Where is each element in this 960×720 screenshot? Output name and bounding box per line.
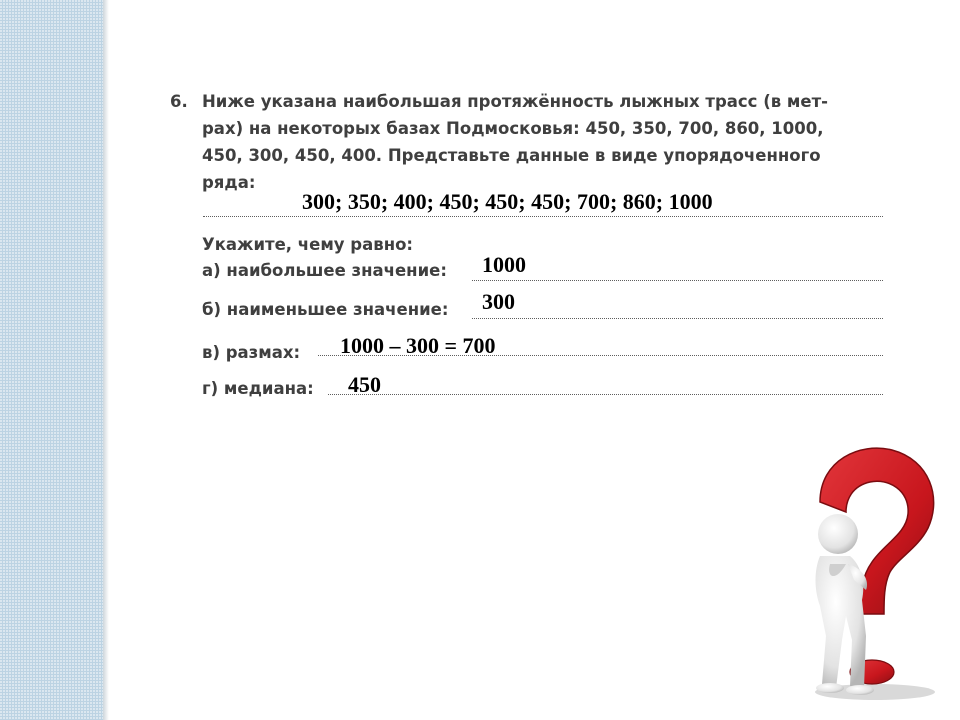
task-line-3: 450, 300, 450, 400. Представьте данные в виде упорядоченного	[202, 146, 821, 165]
question-min-label: б) наименьшее значение:	[202, 300, 449, 319]
answer-line-max	[472, 280, 883, 281]
answer-line-min	[472, 318, 883, 319]
task-prompt: Укажите, чему равно:	[202, 235, 414, 254]
task-number: 6.	[170, 92, 188, 111]
task-line-1: Ниже указана наибольшая протяжённость лыжных трасс (в мет-	[202, 92, 829, 111]
question-max-label: а) наибольшее значение:	[202, 261, 447, 280]
side-decorative-band	[0, 0, 103, 720]
answer-range: 1000 – 300 = 700	[340, 333, 496, 358]
answer-ordered-series: 300; 350; 400; 450; 450; 450; 700; 860; 1000	[302, 189, 713, 214]
question-mark-figure	[780, 440, 950, 710]
answer-min: 300	[482, 289, 515, 314]
side-band-edge	[103, 0, 109, 720]
answer-median: 450	[348, 372, 381, 397]
answer-line-series	[203, 216, 883, 217]
task-line-4: ряда:	[202, 173, 256, 192]
question-median-label: г) медиана:	[202, 379, 314, 398]
answer-max: 1000	[482, 252, 526, 277]
question-range-label: в) размах:	[202, 343, 301, 362]
task-line-2: рах) на некоторых базах Подмосковья: 450, 350, 700, 860, 1000,	[202, 119, 824, 138]
answer-line-median	[328, 394, 883, 395]
